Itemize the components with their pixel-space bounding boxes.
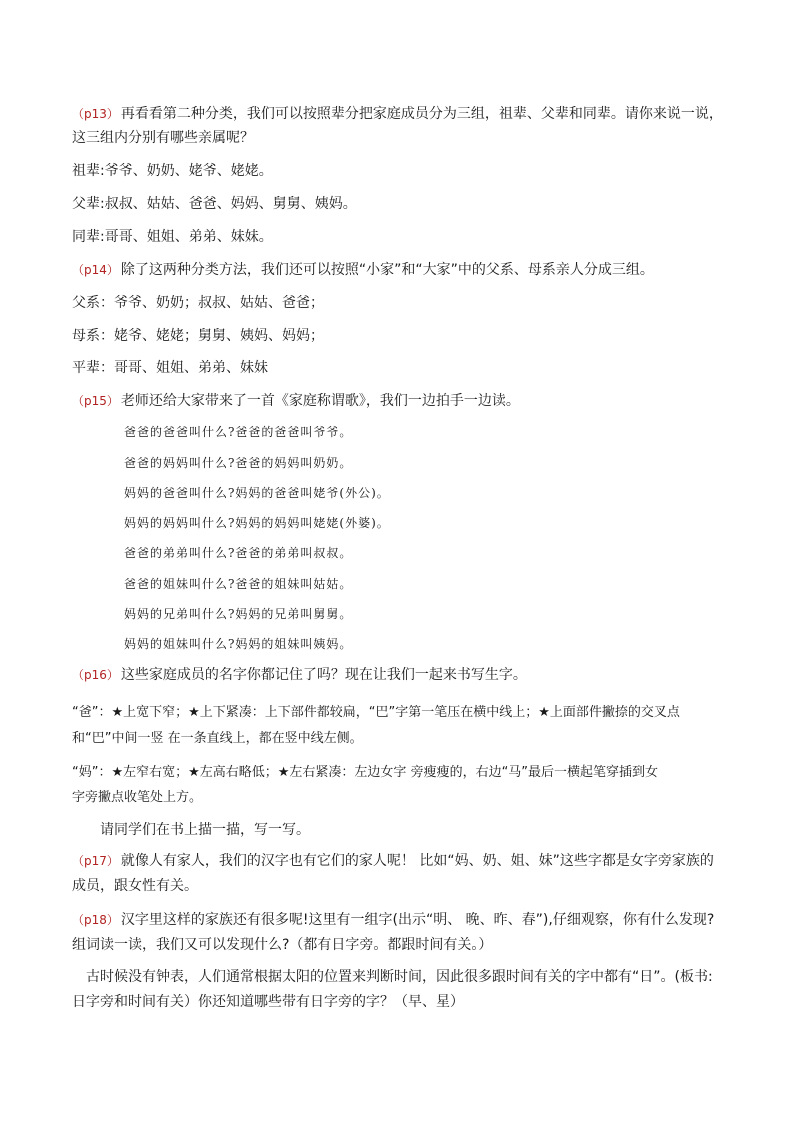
character-note-ba-continued: 和“巴”中间一竖 在一条直线上，都在竖中线左侧。 <box>72 731 363 746</box>
paragraph-text-continued: 组词读一读，我们又可以发现什么?（都有日字旁。都跟时间有关。） <box>72 937 493 953</box>
paragraph-text-continued: 这三组内分别有哪些亲属呢？ <box>72 130 254 146</box>
paragraph-p13 <box>72 104 732 124</box>
paragraph-text: 除了这两种分类方法，我们还可以按照“小家”和“大家”中的父系、母系亲人分成三组。 <box>120 262 654 278</box>
paragraph-text: 再看看第二种分类，我们可以按照辈分把家庭成员分为三组，祖辈、父辈和同辈。请你来说一说， <box>120 106 723 122</box>
list-item-grandparents: 祖辈:爷爷、奶奶、姥爷、姥姥。 <box>72 163 273 179</box>
list-item-peer-generation: 平辈：哥哥、姐姐、弟弟、妹妹 <box>72 360 268 376</box>
song-line: 妈妈的妈妈叫什么?妈妈的妈妈叫姥姥(外婆)。 <box>124 516 390 530</box>
song-line: 妈妈的姐妹叫什么?妈妈的姐妹叫姨妈。 <box>124 637 353 651</box>
list-item-parents: 父辈:叔叔、姑姑、爸爸、妈妈、舅舅、姨妈。 <box>72 196 357 212</box>
list-item-maternal: 母系：姥爷、姥姥；舅舅、姨妈、妈妈； <box>72 328 324 344</box>
paragraph-p14 <box>72 260 732 280</box>
list-item-peers: 同辈:哥哥、姐姐、弟弟、妹妹。 <box>72 229 273 245</box>
paragraph-text-continued: 成员，跟女性有关。 <box>72 878 198 894</box>
paragraph-text: 汉字里这样的家族还有很多呢!这里有一组字(出示“明、 晚、昨、春”),仔细观察，你有什么发现? <box>120 912 715 928</box>
character-note-ma-continued: 字旁撇点收笔处上方。 <box>72 790 203 805</box>
song-line: 妈妈的爸爸叫什么?妈妈的爸爸叫姥爷(外公)。 <box>124 486 390 500</box>
paragraph-text: 老师还给大家带来了一首《家庭称谓歌》，我们一边拍手一边读。 <box>120 393 520 409</box>
song-line: 爸爸的弟弟叫什么?爸爸的弟弟叫叔叔。 <box>124 546 353 560</box>
page-ref-tag: （p15） <box>72 394 119 408</box>
song-line: 爸爸的妈妈叫什么?爸爸的妈妈叫奶奶。 <box>124 456 353 470</box>
paragraph-text: 就像人有家人，我们的汉字也有它们的家人呢！ 比如“妈、奶、姐、妹”这些字都是女字旁家族的 <box>120 853 714 869</box>
paragraph-text: 这些家庭成员的名字你都记住了吗？现在让我们一起来书写生字。 <box>120 667 527 683</box>
paragraph-p15 <box>72 391 732 411</box>
song-line: 爸爸的爸爸叫什么?爸爸的爸爸叫爷爷。 <box>124 425 353 439</box>
song-line: 爸爸的姐妹叫什么?爸爸的姐妹叫姑姑。 <box>124 577 353 591</box>
page-ref-tag: （p13） <box>72 107 119 121</box>
page-ref-tag: （p16） <box>72 668 119 682</box>
instruction-text: 请同学们在书上描一描，写一写。 <box>100 822 310 838</box>
paragraph-p17 <box>72 851 732 871</box>
paragraph-ancient-time: 古时候没有钟表，人们通常根据太阳的位置来判断时间，因此很多跟时间有关的字中都有“日”。(板书: <box>86 969 713 985</box>
list-item-paternal: 父系：爷爷、奶奶；叔叔、姑姑、爸爸； <box>72 295 324 311</box>
page-ref-tag: （p14） <box>72 263 119 277</box>
song-line: 妈妈的兄弟叫什么?妈妈的兄弟叫舅舅。 <box>124 607 353 621</box>
paragraph-text-continued: 日字旁和时间有关）你还知道哪些带有日字旁的字？（早、星） <box>72 994 464 1010</box>
character-note-ma: “妈”：★左窄右宽；★左高右略低；★左右紧凑：左边女字 旁瘦瘦的，右边“马”最后一横起笔穿插到女 <box>72 765 659 780</box>
page-ref-tag: （p18） <box>72 913 119 927</box>
paragraph-p18 <box>72 910 732 930</box>
paragraph-p16 <box>72 665 732 685</box>
page-ref-tag: （p17） <box>72 854 119 868</box>
character-note-ba: “爸”：★上宽下窄；★上下紧凑：上下部件都较扁，“巴”字第一笔压在横中线上；★上面部件撇捺的交叉点 <box>72 705 680 720</box>
